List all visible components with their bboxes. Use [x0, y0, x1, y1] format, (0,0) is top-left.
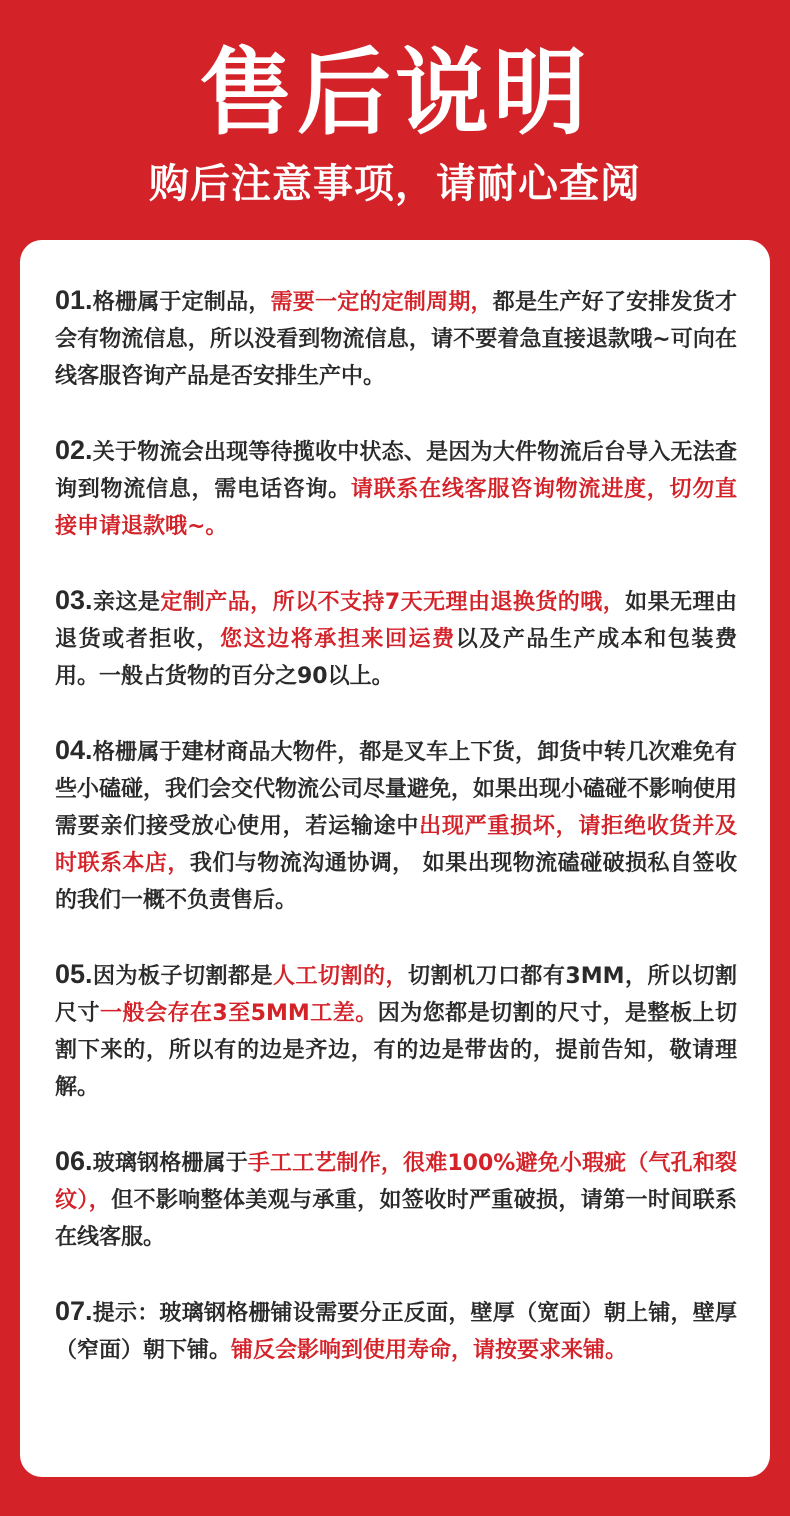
notice-text: 切割机刀口都有3MM，所以切割尺寸: [55, 964, 737, 1026]
notice-text: 格栅属于定制品，: [92, 290, 271, 315]
notice-number: 05.: [55, 959, 93, 989]
highlight-text: 请联系在线客服咨询物流进度，切勿直接申请退款哦~。: [55, 477, 737, 539]
notice-number: 04.: [55, 735, 93, 765]
notice-text: 我们与物流沟通协调， 如果出现物流磕碰破损私自签收的我们一概不负责售后。: [55, 851, 737, 913]
highlight-text: 铺反会影响到使用寿命，请按要求来铺。: [231, 1338, 628, 1363]
highlight-text: 定制产品，所以不支持7天无理由退换货的哦，: [160, 590, 626, 615]
notice-number: 03.: [55, 585, 93, 615]
notice-item: [55, 282, 737, 395]
notice-number: 02.: [55, 435, 93, 465]
notice-number: 01.: [55, 285, 93, 315]
highlight-text: 手工工艺制作，很难100%避免小瑕疵（气孔和裂纹），: [55, 1151, 737, 1213]
highlight-text: 出现严重损坏，请拒绝收货并及时联系本店，: [55, 814, 737, 876]
highlight-text: 您这边将承担来回运费: [220, 627, 456, 652]
notice-text: 因为板子切割都是: [92, 964, 273, 989]
notice-text: 亲这是: [92, 590, 161, 615]
page-subtitle: 购后注意事项，请耐心查阅: [149, 161, 641, 207]
notice-item: [55, 732, 737, 919]
notice-item: [55, 956, 737, 1106]
notice-text: 因为您都是切割的尺寸，是整板上切割下来的，所以有的边是齐边，有的边是带齿的，提前告知，敬请理解。: [55, 1001, 737, 1100]
notice-text: 以及产品生产成本和包装费用。一般占货物的百分之90以上。: [55, 627, 737, 689]
notice-text: 格栅属于建材商品大物件，都是叉车上下货，卸货中转几次难免有些小磕碰，我们会交代物流公司尽量避免，如果出现小磕碰不影响使用需要亲们接受放心使用，若运输途中: [55, 740, 738, 839]
highlight-text: 需要一定的定制周期，: [270, 290, 493, 315]
notice-item: [55, 1293, 737, 1369]
content-card: [20, 240, 770, 1477]
notice-text: 玻璃钢格栅属于: [92, 1151, 248, 1176]
highlight-text: 人工切割的，: [273, 964, 408, 989]
notice-list: [55, 282, 737, 1406]
notice-item: [55, 432, 737, 545]
header-banner: [0, 0, 790, 240]
page-title: 售后说明: [198, 39, 591, 148]
notice-item: [55, 1143, 737, 1256]
notice-text: 如果无理由退货或者拒收，: [55, 590, 737, 652]
notice-text: 关于物流会出现等待揽收中状态、是因为大件物流后台导入无法查询到物流信息，需电话咨询。: [55, 440, 737, 502]
notice-text: 但不影响整体美观与承重，如签收时严重破损，请第一时间联系在线客服。: [55, 1188, 737, 1250]
notice-number: 06.: [55, 1146, 93, 1176]
highlight-text: 一般会存在3至5MM工差。: [99, 1001, 378, 1026]
notice-number: 07.: [55, 1296, 93, 1326]
notice-text: 都是生产好了安排发货才会有物流信息，所以没看到物流信息，请不要着急直接退款哦~可向在线客服咨询产品是否安排生产中。: [55, 290, 737, 389]
notice-item: [55, 582, 737, 695]
notice-text: 提示：玻璃钢格栅铺设需要分正反面，壁厚（宽面）朝上铺，壁厚（窄面）朝下铺。: [55, 1301, 737, 1363]
